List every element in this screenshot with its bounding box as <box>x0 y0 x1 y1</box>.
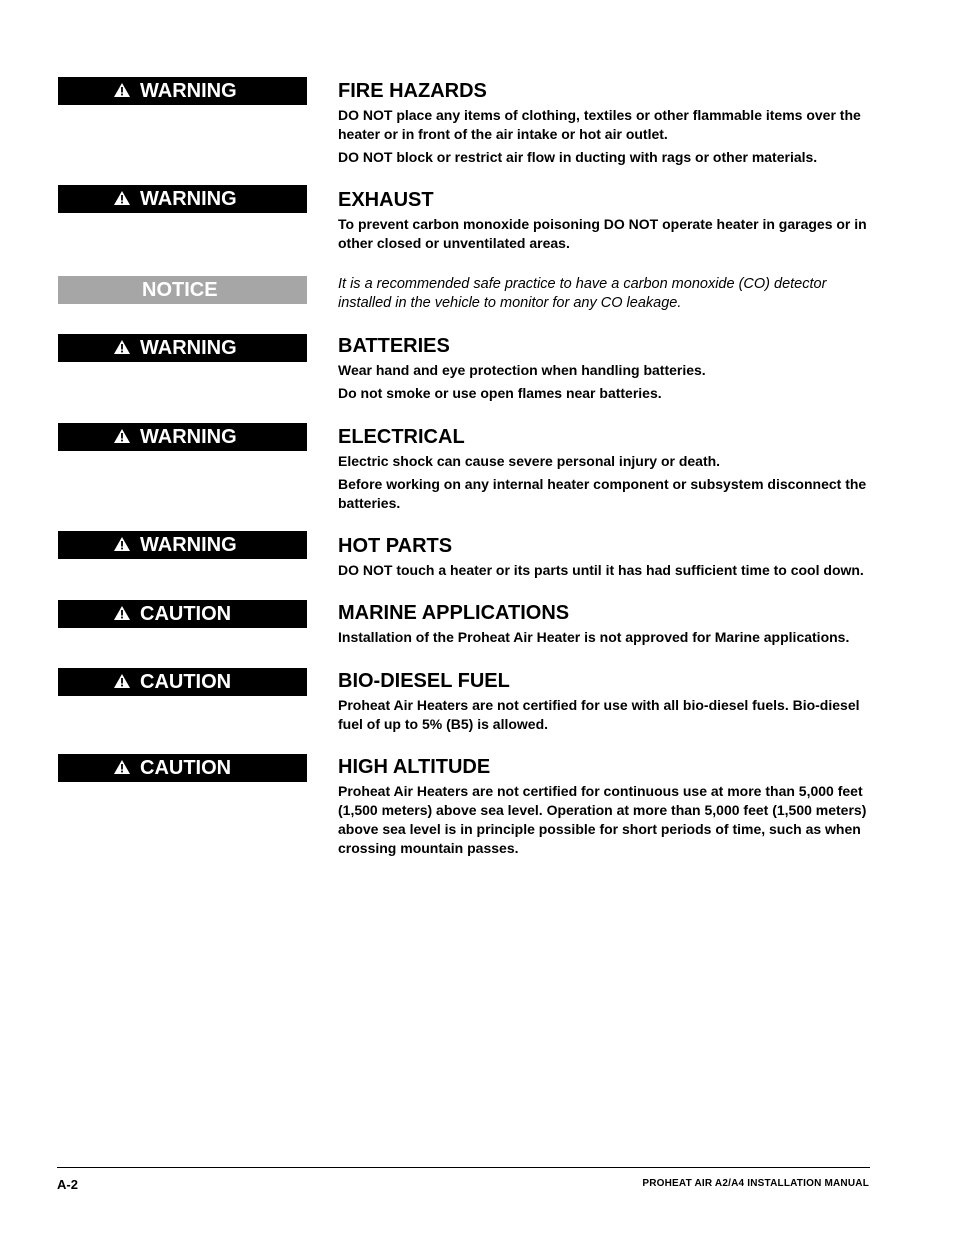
manual-title: PROHEAT AIR A2/A4 INSTALLATION MANUAL <box>642 1178 869 1189</box>
badge-label: NOTICE <box>142 279 218 301</box>
section-paragraph: DO NOT touch a heater or its parts until it has had sufficient time to cool down. <box>338 562 864 578</box>
section-heading: FIRE HAZARDS <box>338 80 487 102</box>
notice-paragraph: It is a recommended safe practice to have a carbon monoxide (CO) detector installed in the vehicle to monitor for any CO leakage. <box>338 276 827 311</box>
caution-badge <box>58 668 307 696</box>
warning-badge <box>58 531 307 559</box>
badge-label: WARNING <box>140 188 237 210</box>
page-number: A-2 <box>57 1177 78 1192</box>
badge-label: WARNING <box>140 534 237 556</box>
warning-triangle-icon <box>114 674 130 688</box>
section-paragraph: Wear hand and eye protection when handling batteries. <box>338 362 706 378</box>
notice-badge <box>58 276 307 304</box>
warning-triangle-icon <box>114 83 130 97</box>
section-heading: HIGH ALTITUDE <box>338 756 491 778</box>
footer-divider <box>57 1167 870 1168</box>
badge-label: CAUTION <box>140 603 232 625</box>
section-paragraph: DO NOT place any items of clothing, textiles or other flammable items over the heater or in front of the air intake or hot air outlet. <box>338 107 861 142</box>
caution-badge <box>58 600 307 628</box>
warning-badge <box>58 423 307 451</box>
section-paragraph: Do not smoke or use open flames near batteries. <box>338 385 662 401</box>
warning-badge <box>58 77 307 105</box>
section-paragraph: Proheat Air Heaters are not certified for use with all bio-diesel fuels. Bio-diesel fuel of up to 5% (B5) is allowed. <box>338 697 860 732</box>
badge-label: CAUTION <box>140 757 232 779</box>
section-paragraph: Electric shock can cause severe personal injury or death. <box>338 453 721 469</box>
badge-label: WARNING <box>140 426 237 448</box>
section-heading: BATTERIES <box>338 335 450 357</box>
section-paragraph: Before working on any internal heater component or subsystem disconnect the batteries. <box>338 476 867 511</box>
section-paragraph: DO NOT block or restrict air flow in ducting with rags or other materials. <box>338 149 818 165</box>
warning-triangle-icon <box>114 340 130 354</box>
section-paragraph: Proheat Air Heaters are not certified for continuous use at more than 5,000 feet (1,500 meters) above sea level. Operation at more than 5,000 feet (1,500 meters) above sea level is in principle possible for short periods of time, such as when crossing mountain passes. <box>338 783 867 856</box>
warning-triangle-icon <box>114 606 130 620</box>
warning-badge <box>58 334 307 362</box>
section-paragraph: Installation of the Proheat Air Heater is not approved for Marine applications. <box>338 629 850 645</box>
section-paragraph: To prevent carbon monoxide poisoning DO NOT operate heater in garages or in other closed or unventilated areas. <box>338 216 867 251</box>
section-heading: BIO-DIESEL FUEL <box>338 670 510 692</box>
warning-triangle-icon <box>114 191 130 205</box>
warning-triangle-icon <box>114 760 130 774</box>
section-heading: MARINE APPLICATIONS <box>338 602 570 624</box>
badge-label: CAUTION <box>140 671 232 693</box>
warning-triangle-icon <box>114 429 130 443</box>
caution-badge <box>58 754 307 782</box>
warning-triangle-icon <box>114 537 130 551</box>
section-heading: ELECTRICAL <box>338 426 465 448</box>
section-heading: EXHAUST <box>338 189 434 211</box>
badge-label: WARNING <box>140 80 237 102</box>
section-heading: HOT PARTS <box>338 535 453 557</box>
badge-label: WARNING <box>140 337 237 359</box>
warning-badge <box>58 185 307 213</box>
